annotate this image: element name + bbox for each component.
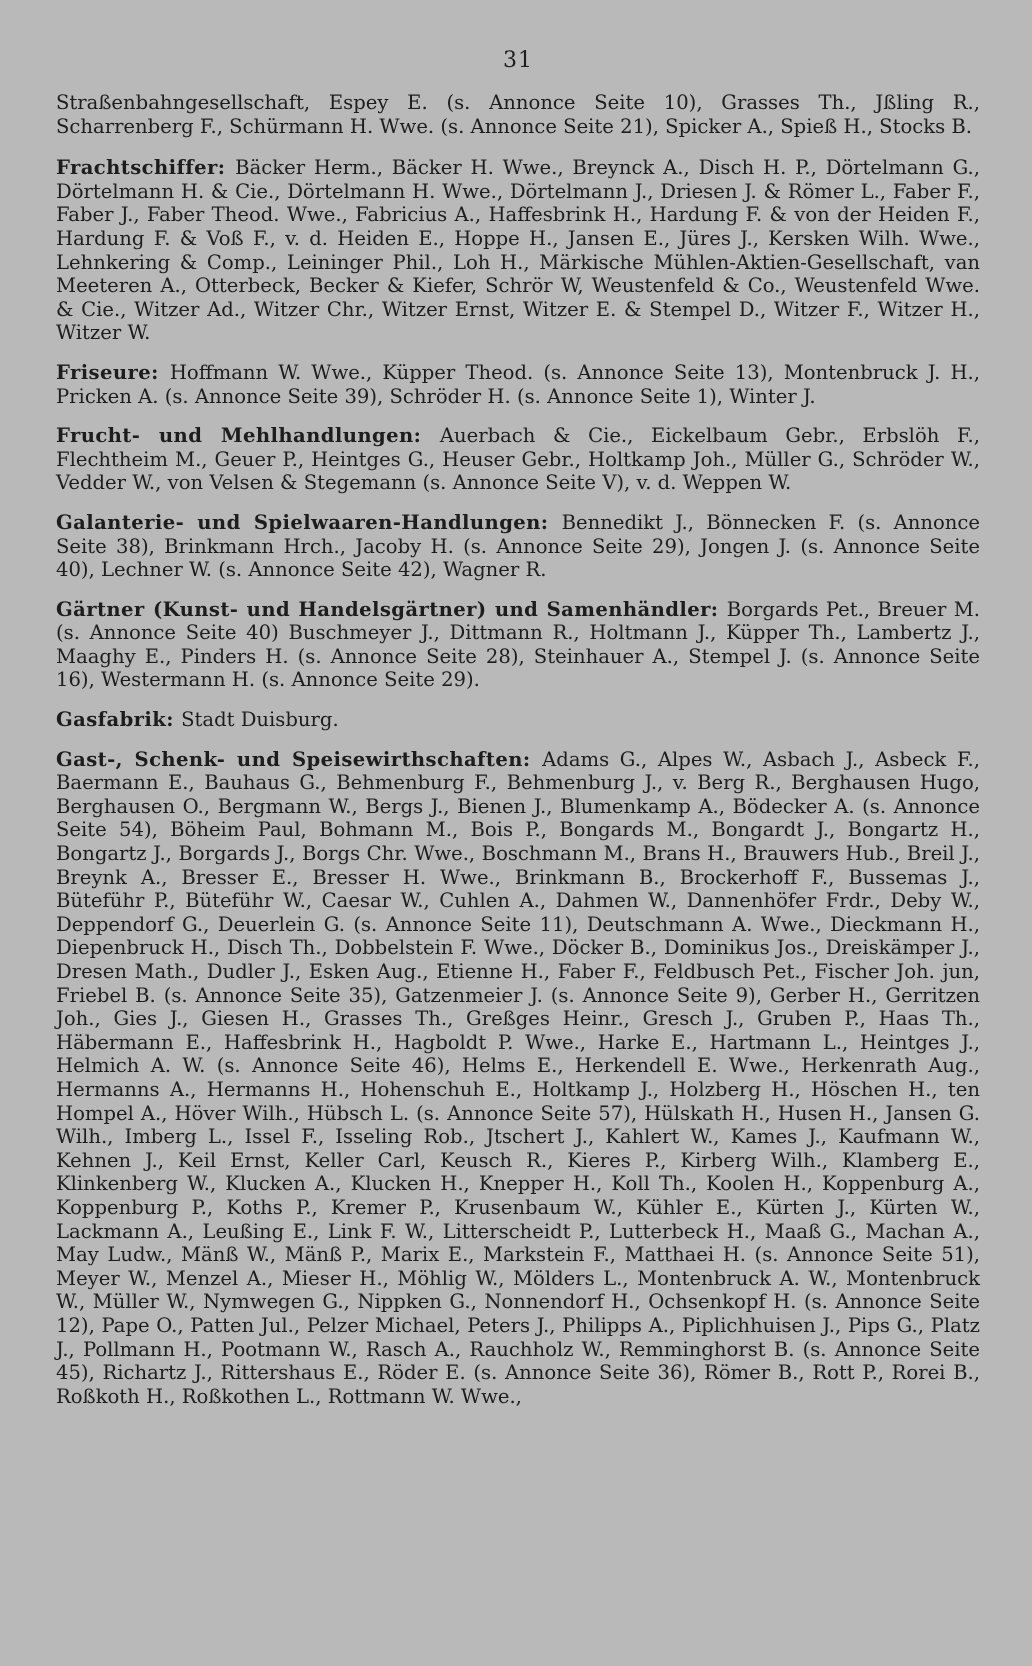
entry-text: Hoffmann W. Wwe., Küpper Theod. (s. Annonce Seite 13), Montenbruck J. H., Pricken A. (s. Annonce Seite 39), Schröder H. (s. Annonce Seite 1), Winter J. xyxy=(56,360,980,408)
entry-paragraph-gasfabrik xyxy=(56,708,980,732)
entry-paragraph-continuation xyxy=(56,91,980,138)
entry-paragraph-frachtschiffer xyxy=(56,156,980,345)
entry-paragraph-galanterie-spielwaaren xyxy=(56,511,980,582)
entry-text: Bennedikt J., Bönnecken F. (s. Annonce Seite 38), Brinkmann Hrch., Jacoby H. (s. Annonce Seite 29), Jongen J. (s. Annonce Seite 40), Lechner W. (s. Annonce Seite 42), Wagner R. xyxy=(56,510,980,582)
category-heading: Friseure: xyxy=(56,360,170,384)
category-heading: Frucht- und Mehlhandlungen: xyxy=(56,424,440,448)
entry-text: Borgards Pet., Breuer M. (s. Annonce Seite 40) Buschmeyer J., Dittmann R., Holtmann J., Küpper Th., Lambertz J., Maaghy E., Pinders H. (s. Annonce Seite 28), Steinhauer A., Stempel J. (s. Annonce Seite 16), Westermann H. (s. Annonce Seite 29). xyxy=(56,597,980,692)
entry-paragraph-gastwirthschaften xyxy=(56,748,980,1409)
entry-paragraph-frucht-mehlhandlungen xyxy=(56,424,980,495)
page-number: 31 xyxy=(503,48,533,73)
entry-text: Straßenbahngesellschaft, Espey E. (s. Annonce Seite 10), Grasses Th., Jßling R., Scharrenberg F., Schürmann H. Wwe. (s. Annonce Seite 21), Spicker A., Spieß H., Stocks B. xyxy=(56,91,980,138)
entry-text: Auerbach & Cie., Eickelbaum Gebr., Erbslöh F., Flechtheim M., Geuer P., Heintges G., Heuser Gebr., Holtkamp Joh., Müller G., Schröder W., Vedder W., von Velsen & Stegemann (s. Annonce Seite V), v. d. Weppen W. xyxy=(56,424,980,495)
entry-paragraph-gaertner xyxy=(56,598,980,692)
entry-text: Bäcker Herm., Bäcker H. Wwe., Breynck A., Disch H. P., Dörtelmann G., Dörtelmann H. & Cie., Dörtelmann H. Wwe., Dörtelmann J., Driesen J. & Römer L., Faber F., Faber J., Faber Theod. Wwe., Fabricius A., Haffesbrink H., Hardung F. & von der Heiden F., Hardung F. & Voß F., v. d. Heiden E., Hoppe H., Jansen E., Jüres J., Kersken Wilh. Wwe., Lehnkering & Comp., Leininger Phil., Loh H., Märkische Mühlen-Aktien-Gesellschaft, van Meeteren A., Otterbeck, Becker & Kiefer, Schrör W, Weustenfeld & Co., Weustenfeld Wwe. & Cie., Witzer Ad., Witzer Chr., Witzer Ernst, Witzer E. & Stempel D., Witzer F., Witzer H., Witzer W. xyxy=(56,156,980,345)
entry-text: Stadt Duisburg. xyxy=(181,708,339,732)
entry-text: Adams G., Alpes W., Asbach J., Asbeck F., Baermann E., Bauhaus G., Behmenburg F., Behmenburg J., v. Berg R., Berghausen Hugo, Berghausen O., Bergmann W., Bergs J., Bienen J., Blumenkamp A., Bödecker A. (s. Annonce Seite 54), Böheim Paul, Bohmann M., Bois P., Bongards M., Bongardt J., Bongartz H., Bongartz J., Borgards J., Borgs Chr. Wwe., Boschmann M., Brans H., Brauwers Hub., Breil J., Breynk A., Bresser E., Bresser H. Wwe., Brinkmann B., Brockerhoff F., Bussemas J., Büteführ P., Büteführ W., Caesar W., Cuhlen A., Dahmen W., Dannenhöfer Frdr., Deby W., Deppendorf G., Deuerlein G. (s. Annonce Seite 11), Deutschmann A. Wwe., Dieckmann H., Diepenbruck H., Disch Th., Dobbelstein F. Wwe., Döcker B., Dominikus Jos., Dreiskämper J., Dresen Math., Dudler J., Esken Aug., Etienne H., Faber F., Feldbusch Pet., Fischer Joh. jun, Friebel B. (s. Annonce Seite 35), Gatzenmeier J. (s. Annonce Seite 9), Gerber H., Gerritzen Joh., Gies J., Giesen H., Grasses Th., Greßges Heinr., Gresch J., Gruben P., Haas Th., Häbermann E., Haffesbrink H., Hagboldt P. Wwe., Harke E., Hartmann L., Heintges J., Helmich A. W. (s. Annonce Seite 46), Helms E., Herkendell E. Wwe., Herkenrath Aug., Hermanns A., Hermanns H., Hohenschuh E., Holtkamp J., Holzberg H., Höschen H., ten Hompel A., Höver Wilh., Hübsch L. (s. Annonce Seite 57), Hülskath H., Husen H., Jansen G. Wilh., Imberg L., Issel F., Isseling Rob., Jtschert J., Kahlert W., Kames J., Kaufmann W., Kehnen J., Keil Ernst, Keller Carl, Keusch R., Kieres P., Kirberg Wilh., Klamberg E., Klinkenberg W., Klucken A., Klucken H., Knepper H., Koll Th., Koolen H., Koppenburg A., Koppenburg P., Koths P., Kremer P., Krusenbaum W., Kühler E., Kürten J., Kürten W., Lackmann A., Leußing E., Link F. W., Litterscheidt P., Lutterbeck H., Maaß G., Machan A., May Ludw., Mänß W., Mänß P., Marix E., Markstein F., Matthaei H. (s. Annonce Seite 51), Meyer W., Menzel A., Mieser H., Möhlig W., Mölders L., Montenbruck A. W., Montenbruck W., Müller W., Nymwegen G., Nippken G., Nonnendorf H., Ochsenkopf H. (s. Annonce Seite 12), Pape O., Patten Jul., Pelzer Michael, Peters J., Philipps A., Piplichhuisen J., Pips G., Platz J., Pollmann H., Pootmann W., Rasch A., Rauchholz W., Remminghorst B. (s. Annonce Seite 45), Richartz J., Rittershaus E., Röder E. (s. Annonce Seite 36), Römer B., Rott P., Rorei B., Roßkoth H., Roßkothen L., Rottmann W. Wwe., xyxy=(56,747,980,1408)
category-heading: Gasfabrik: xyxy=(56,708,182,732)
entry-paragraph-friseure xyxy=(56,361,980,408)
category-heading: Gast-, Schenk- und Speisewirthschaften: xyxy=(56,747,543,771)
category-heading: Galanterie- und Spielwaaren-Handlungen: xyxy=(56,510,562,534)
category-heading: Gärtner (Kunst- und Handelsgärtner) und Samenhändler: xyxy=(56,597,727,621)
category-heading: Frachtschiffer: xyxy=(56,156,236,180)
